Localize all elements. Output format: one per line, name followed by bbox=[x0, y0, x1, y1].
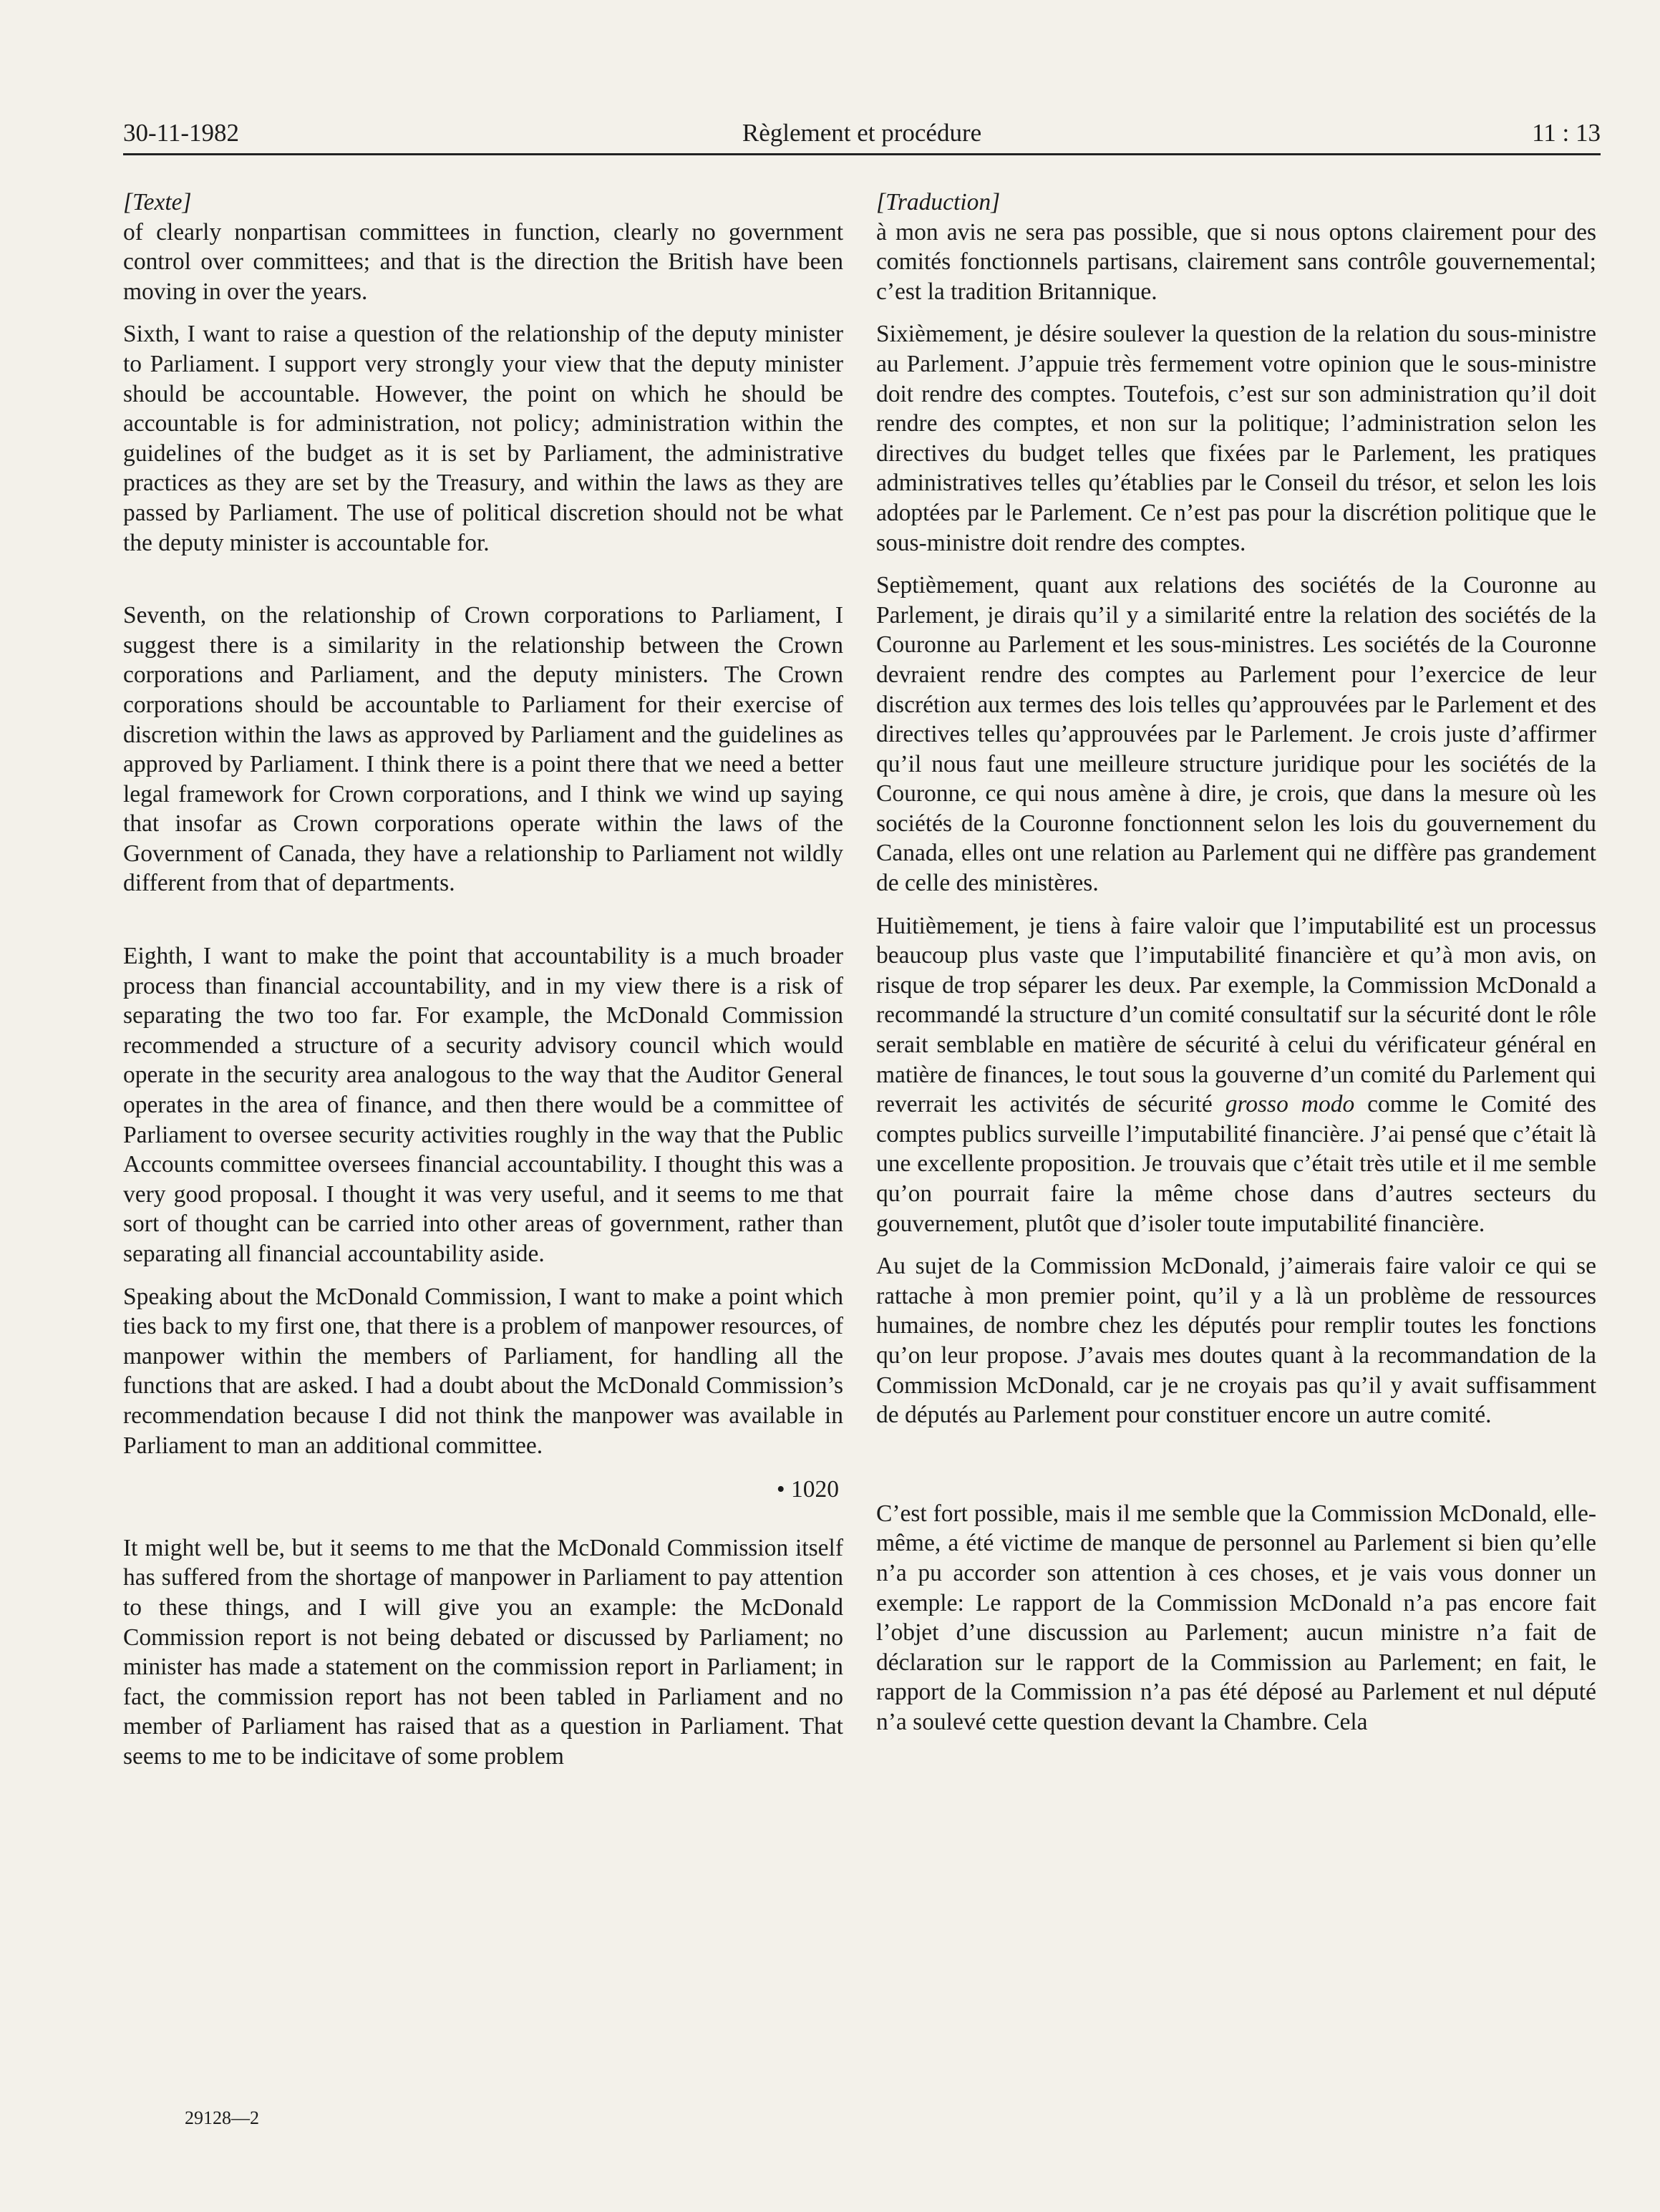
english-column-label: [Texte] bbox=[123, 189, 192, 215]
english-paragraph-5: Speaking about the McDonald Commission, I want to make a point which ties back to my first one, that there is a problem of manpower resources, of manpower within the members of Parliament, for handling all the functions that are asked. I had a doubt about the McDonald Commission’s recommendation because I did not think the manpower was available in Parliament to man an additional committee. bbox=[123, 1283, 843, 1459]
time-marker: • 1020 bbox=[776, 1476, 839, 1503]
header-date: 30-11-1982 bbox=[123, 119, 240, 147]
header-page-number: 11 : 13 bbox=[1532, 119, 1601, 147]
french-paragraph-5: Au sujet de la Commission McDonald, j’aimerais faire valoir ce qui se rattache à mon premier point, qu’il y a là un problème de ressources humaines, de nombre chez les députés pour remplir toutes les fonctions qu’on leur propose. J’avais mes doutes quant à la recommandation de la Commission McDonald, car je ne croyais pas qu’il y avait suffisamment de députés au Parlement pour constituer encore un autre comité. bbox=[876, 1253, 1596, 1429]
english-paragraph-4: Eighth, I want to make the point that accountability is a much broader process than financial accountability, and in my view there is a risk of separating the two too far. For example, the McDonald Commission recommended a structure of a security advisory council which would operate in the security area analogous to the way that the Auditor General operates in the area of finance, and then there would be a committee of Parliament to oversee security activities roughly in the way that the Public Accounts committee oversees financial accountability. I thought this was a very good proposal. I thought it was very useful, and it seems to me that sort of thought can be carried into other areas of government, rather than separating all financial accountability aside. bbox=[123, 943, 843, 1267]
french-column-label: [Traduction] bbox=[876, 189, 1001, 215]
french-paragraph-6: C’est fort possible, mais il me semble que la Commission McDonald, elle-même, a été victime de manque de personnel au Parlement si bien qu’elle n’a pu accorder son attention à ces choses, et je vais vous donner un exemple: Le rapport de la Commission McDonald n’a pas encore fait l’objet d’une discussion au Parlement; aucun ministre n’a fait de déclaration sur le rapport de la Commission au Parlement; en fait, le rapport de la Commission n’a pas été déposé au Parlement et nul député n’a soulevé cette question devant la Chambre. Cela bbox=[876, 1500, 1596, 1735]
print-code: 29128—2 bbox=[185, 2107, 259, 2128]
french-column bbox=[876, 188, 1596, 2056]
french-paragraph-2: Sixièmement, je désire soulever la question de la relation du sous-ministre au Parlement. J’appuie très fermement votre opinion que le sous-ministre doit rendre des comptes. Toutefois, c’est sur son administration qu’il doit rendre des comptes, et non sur la politique; l’administration selon les directives du budget telles que fixées par le Parlement, les pratiques administratives telles qu’établies par le Conseil du trésor, et selon les lois adoptées par le Parlement. Ce n’est pas pour la discrétion politique que le sous-ministre doit rendre des comptes. bbox=[876, 321, 1596, 556]
french-paragraph-4-part-b: comme le Comité des comptes publics surveille l’imputabilité financière. J’ai pensé que c’était là une excellente proposition. Je trouvais que c’était très utile et il me semble qu’on pourrait faire la même chose dans d’autres secteurs du gouvernement, plutôt que d’isoler toute imputabilité financière. bbox=[876, 1091, 1596, 1237]
english-paragraph-6: It might well be, but it seems to me that the McDonald Commission itself has suffered from the shortage of manpower in Parliament to pay attention to these things, and I will give you an example: the McDonald Commission report is not being debated or discussed by Parliament; no minister has made a statement on the commission report in Parliament; in fact, the commission report has not been tabled in Parliament and no member of Parliament has raised that as a question in Parliament. That seems to me to be indicitave of some problem bbox=[123, 1534, 843, 1770]
english-column bbox=[123, 188, 843, 2056]
french-paragraph-4 bbox=[876, 911, 1596, 1239]
french-paragraph-4-italic: grosso modo bbox=[1225, 1091, 1355, 1118]
running-header bbox=[123, 115, 1601, 155]
french-paragraph-4-part-a: Huitièmement, je tiens à faire valoir que l’imputabilité est un processus beaucoup plus vaste que l’imputabilité financière et qu’à mon avis, on risque de trop séparer les deux. Par exemple, la Commission McDonald a recommandé la structure d’un comité consultatif sur la sécurité dont le rôle serait semblable en matière de sécurité à celui du vérificateur général en matière de finances, le tout sous la gouverne d’un comité du Parlement qui reverrait les activités de sécurité bbox=[876, 912, 1596, 1118]
french-paragraph-1: à mon avis ne sera pas possible, que si nous optons clairement pour des comités fonctionnels partisans, clairement sans contrôle gouvernemental; c’est la tradition Britannique. bbox=[876, 218, 1596, 305]
header-rule bbox=[123, 153, 1601, 155]
french-paragraph-3: Septièmement, quant aux relations des sociétés de la Couronne au Parlement, je dirais qu’il y a similarité entre la relation des sociétés de la Couronne au Parlement et les sous-ministres. Les sociétés de la Couronne devraient rendre des comptes au Parlement pour l’exercice de leur discrétion aux termes des lois telles qu’approuvées par le Parlement et des directives telles qu’approuvées par le Parlement. Je crois juste d’affirmer qu’il nous faut une meilleure structure juridique pour les sociétés de la Couronne, ce qui nous amène à dire, je crois, que dans la mesure où les sociétés de la Couronne fonctionnent selon les lois du gouvernement du Canada, elles ont une relation au Parlement qui ne diffère pas grandement de celle des ministères. bbox=[876, 572, 1596, 897]
english-paragraph-1: of clearly nonpartisan committees in function, clearly no government control over committees; and that is the direction the British have been moving in over the years. bbox=[123, 218, 843, 305]
english-paragraph-3: Seventh, on the relationship of Crown corporations to Parliament, I suggest there is a similarity in the relationship between the Crown corporations and Parliament, and the deputy ministers. The Crown corporations should be accountable to Parliament for their exercise of discretion within the laws as approved by Parliament and the guidelines as approved by Parliament. I think there is a point there that we need a better legal framework for Crown corporations, and I think we wind up saying that insofar as Crown corporations operate within the laws of the Government of Canada, they have a relationship to Parliament not wildly different from that of departments. bbox=[123, 602, 843, 897]
english-paragraph-2: Sixth, I want to raise a question of the relationship of the deputy minister to Parliament. I support very strongly your view that the deputy minister should be accountable. However, the point on which he should be accountable is for administration, not policy; administration within the guidelines of the budget as it is set by Parliament, the administrative practices as they are set by the Treasury, and within the laws as they are passed by Parliament. The use of political discretion should not be what the deputy minister is accountable for. bbox=[123, 321, 843, 556]
header-title: Règlement et procédure bbox=[742, 119, 982, 147]
